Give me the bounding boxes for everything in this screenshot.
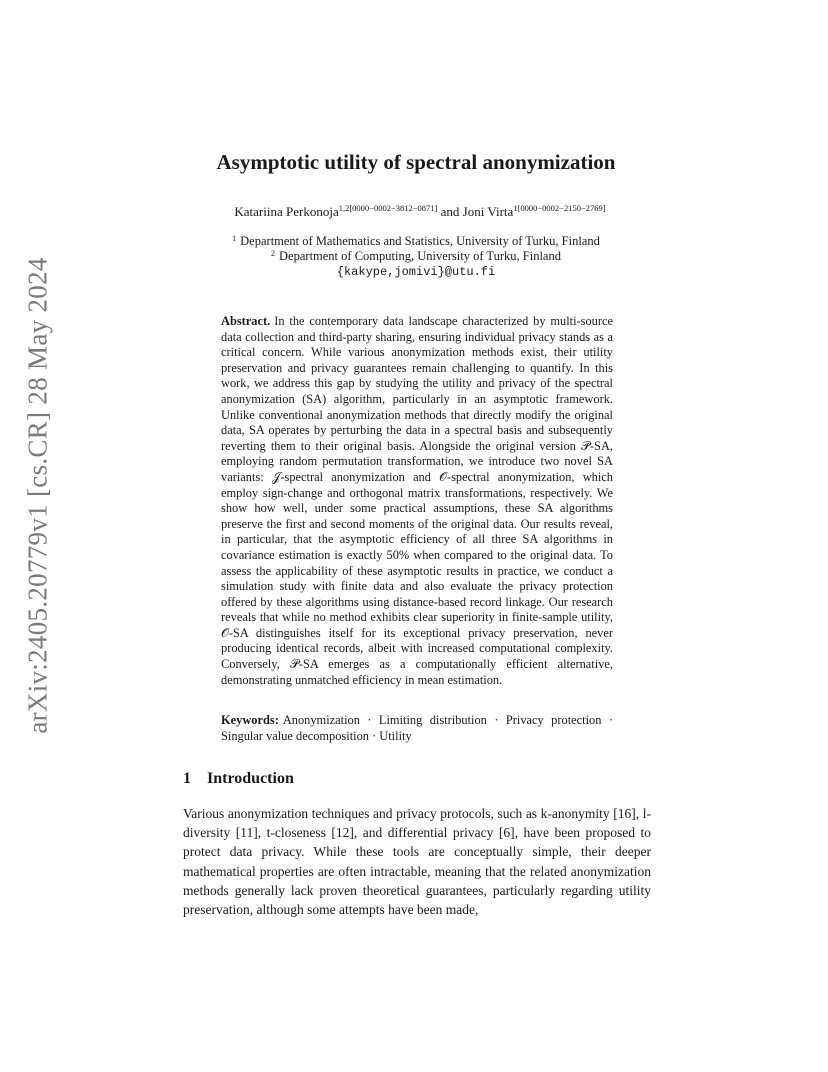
abstract-text: In the contemporary data landscape characterized by multi-source data collection and third-party sharing, ensuring individual privacy stands as a critical concern. While various anonymization methods exist, their utility preservation and privacy guarantees remain challenging to quantify. In this work, we address this gap by studying the utility and privacy of the spectral anonymization (SA) algorithm, particularly in an asymptotic framework. Unlike conventional anonymization methods that directly modify the original data, SA operates by perturbing the data in a spectral basis and subsequently reverting them to their original basis. Alongside the original version 𝒫-SA, employing random permutation transformation, we introduce two novel SA variants: 𝒥-spectral anonymization and 𝒪-spectral anonymization, which employ sign-change and orthogonal matrix transformations, respectively. We show how well, under some practical assumptions, these SA algorithms preserve the first and second moments of the original data. Our results reveal, in particular, that the asymptotic efficiency of all three SA algorithms in covariance estimation is exactly 50% when compared to the original data. To assess the applicability of these asymptotic results in practice, we conduct a simulation study with finite data and also evaluate the privacy protection offered by these algorithms using distance-based record linkage. Our research reveals that while no method exhibits clear superiority in finite-sample utility, 𝒪-SA distinguishes itself for its exceptional privacy preservation, never producing identical records, albeit with increased computational complexity. Conversely, 𝒫-SA emerges as a computationally efficient alternative, demonstrating unmatched efficiency in mean estimation. (221, 314, 613, 687)
author-2-name: Joni Virta (462, 204, 514, 219)
keywords-block (221, 713, 613, 744)
author-1-superscript: 1,2[0000−0002−3812−0871] (338, 203, 438, 213)
author-email-text: {kakype,jomivi}@utu.fi (336, 265, 496, 279)
keywords-text: Anonymization · Limiting distribution · Privacy protection · Singular value decomposition · Utility (221, 713, 613, 743)
abstract-block (221, 314, 613, 688)
affiliation-2 (150, 249, 682, 264)
keywords-label: Keywords: (221, 713, 279, 727)
intro-paragraph: Various anonymization techniques and privacy protocols, such as k-anonymity [16], l-diversity [11], t-closeness [12], and differential privacy [6], have been proposed to protect data privacy. While these tools are conceptually simple, their deeper mathematical properties are often intractable, meaning that the related anonymization methods generally lack proven theoretical guarantees, particularly regarding utility preservation, although some attempts have been made, (183, 806, 651, 918)
author-2-superscript: 1[0000−0002−2150−2769] (513, 203, 606, 213)
affiliation-2-text: Department of Computing, University of Turku, Finland (279, 249, 561, 263)
arxiv-identifier-stamp (22, 250, 54, 740)
author-conjunction: and (437, 204, 463, 219)
author-1-name: Katariina Perkonoja (234, 204, 339, 219)
affiliation-2-mark: 2 (271, 249, 276, 258)
affiliation-1-text: Department of Mathematics and Statistics, University of Turku, Finland (240, 234, 600, 248)
author-line (140, 203, 700, 220)
arxiv-identifier-text: arXiv:2405.20779v1 [cs.CR] 28 May 2024 (22, 256, 53, 734)
affiliation-1-mark: 1 (232, 234, 237, 243)
author-email (150, 264, 682, 279)
section-heading (183, 770, 294, 788)
affiliation-1 (150, 234, 682, 249)
section-number: 1 (183, 770, 191, 787)
paper-title: Asymptotic utility of spectral anonymization (216, 150, 616, 174)
section-title: Introduction (207, 770, 294, 787)
abstract-label: Abstract. (221, 314, 271, 328)
